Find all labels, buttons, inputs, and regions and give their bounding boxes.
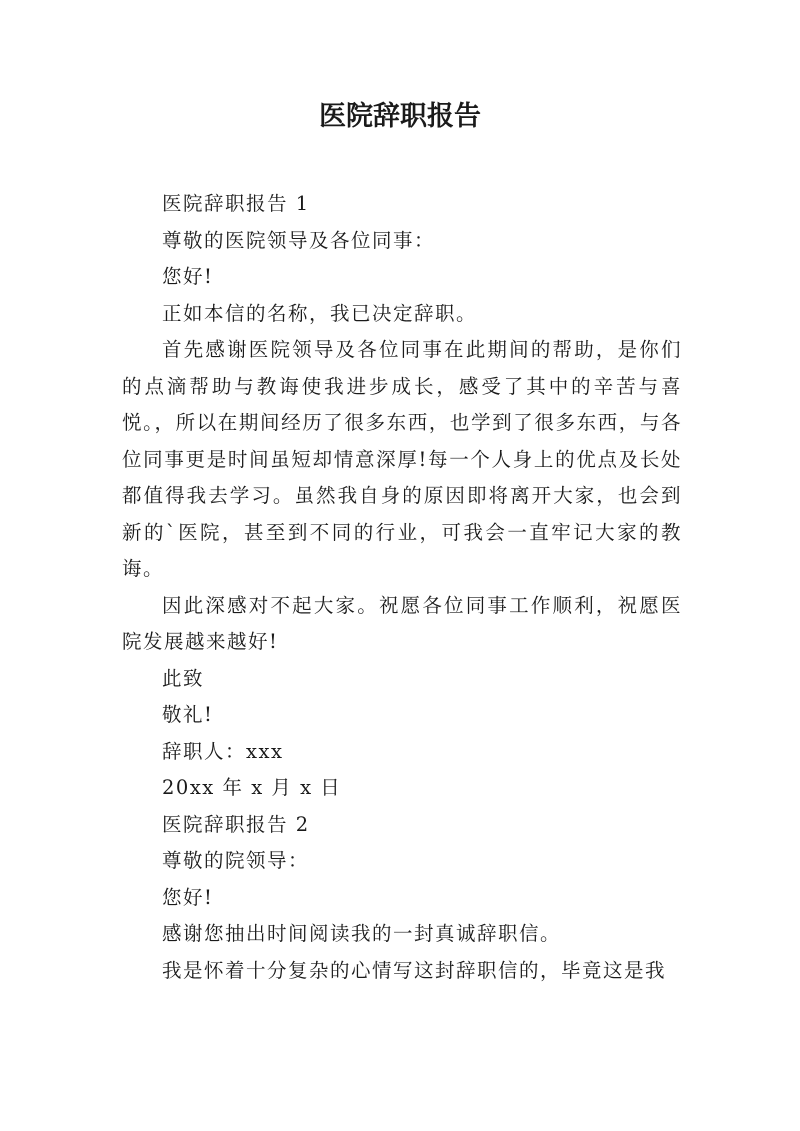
- section-heading-1: 医院辞职报告 1: [162, 192, 310, 215]
- body-paragraph: 因此深感对不起大家。祝愿各位同事工作顺利，祝愿医院发展越来越好!: [122, 593, 682, 653]
- body-paragraph: 首先感谢医院领导及各位同事在此期间的帮助，是你们的点滴帮助与教诲使我进步成长，感受了其中的辛苦与喜悦。，所以在期间经历了很多东西，也学到了很多东西，与各位同事更是时间虽短却情意深厚!每一个人身上的优点及长处都值得我去学习。虽然我自身的原因即将离开大家，也会到新的`医院，甚至到不同的行业，可我会一直牢记大家的教诲。: [122, 338, 682, 580]
- closing-phrase: 此致: [162, 666, 205, 690]
- body-paragraph: 我是怀着十分复杂的心情写这封辞职信的，毕竟这是我: [162, 958, 667, 982]
- signature-line: 辞职人：xxx: [162, 739, 284, 763]
- salutation: 尊敬的医院领导及各位同事：: [162, 228, 436, 252]
- greeting: 您好!: [162, 885, 214, 909]
- body-paragraph: 感谢您抽出时间阅读我的一封真诚辞职信。: [162, 922, 562, 945]
- document-body: [122, 186, 682, 989]
- section-heading-2: 医院辞职报告 2: [162, 812, 310, 836]
- closing-regards: 敬礼!: [162, 703, 214, 726]
- greeting: 您好!: [162, 265, 214, 288]
- date-line: 20xx 年 x 月 x 日: [162, 776, 342, 799]
- body-paragraph: 正如本信的名称，我已决定辞职。: [162, 301, 478, 325]
- salutation: 尊敬的院领导：: [162, 849, 310, 872]
- document-title: 医院辞职报告: [319, 101, 481, 132]
